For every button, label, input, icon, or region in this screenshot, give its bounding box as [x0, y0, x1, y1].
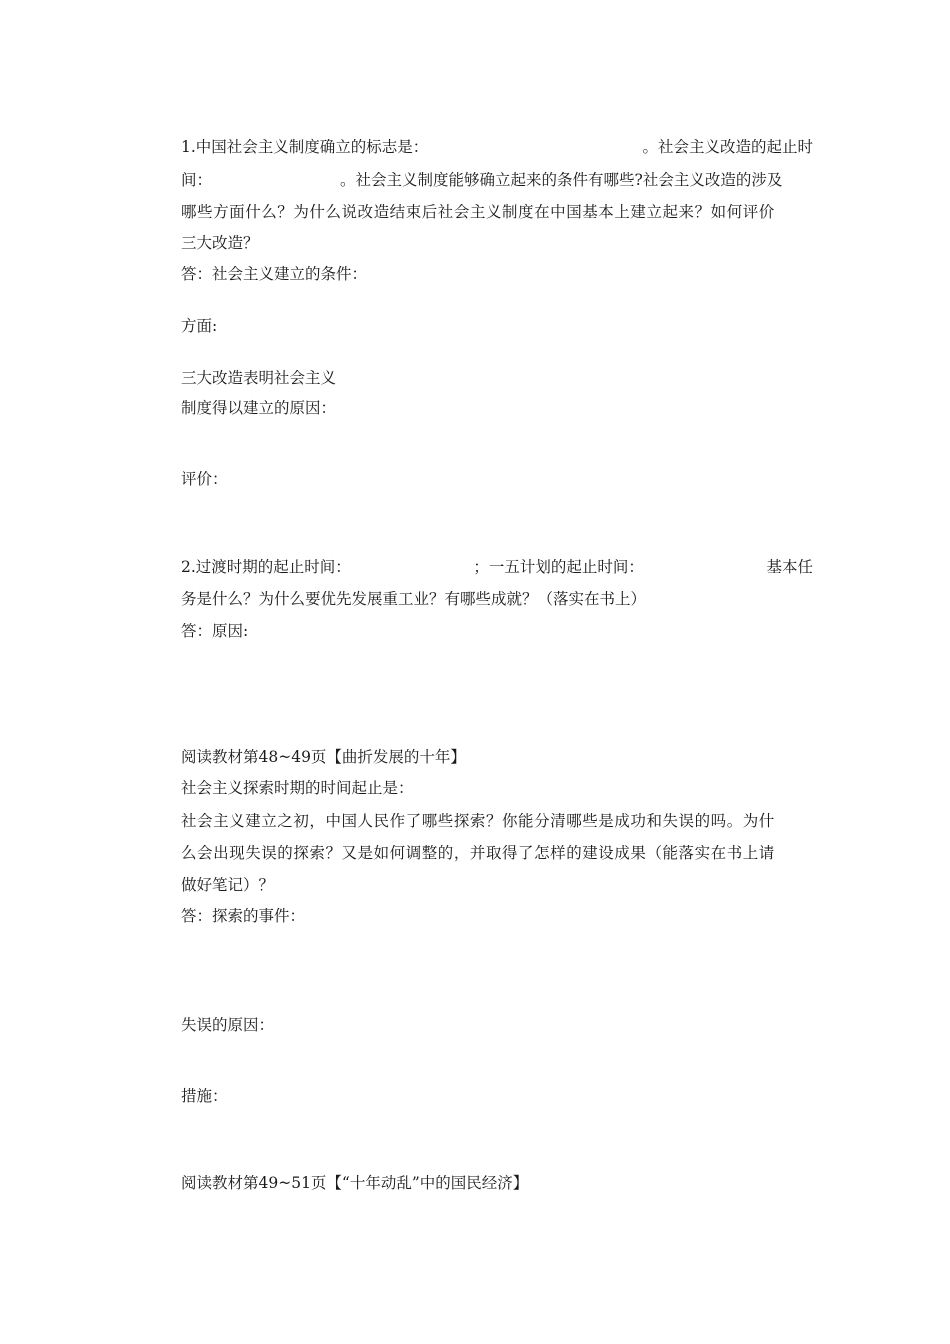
q1-line-1-continuation: 。社会主义改造的起止时: [642, 138, 813, 156]
reading2-title: 阅读教材第49~51页【“十年动乱”中的国民经济】: [181, 1174, 529, 1192]
q1-line-1: [181, 137, 813, 157]
reading1-answer-events: 答：探索的事件：: [181, 907, 306, 925]
q1-line-4: 三大改造？: [181, 234, 259, 252]
q1-line-2-continuation: 。社会主义制度能够确立起来的条件有哪些?社会主义改造的涉及: [340, 171, 783, 189]
reading1-mistake-causes: 失误的原因：: [181, 1016, 275, 1034]
q1-line-2-prompt: 间：: [181, 171, 213, 189]
reading1-title: 阅读教材第48~49页【曲折发展的十年】: [181, 748, 466, 766]
q1-line-2: [181, 170, 813, 190]
reading1-period: 社会主义探索时期的时间起止是：: [181, 779, 414, 797]
q2-answer: 答：原因:: [181, 622, 249, 640]
q2-line-1-prompt: 2.过渡时期的起止时间：: [181, 558, 351, 576]
q2-line-1-end: 基本任: [766, 558, 813, 576]
q1-reason-line-1: 三大改造表明社会主义: [181, 369, 337, 387]
reading1-question-line-3: 做好笔记）？: [181, 876, 275, 894]
q2-line-1-second-prompt: ；一五计划的起止时间：: [473, 558, 644, 576]
q1-line-3: 哪些方面什么？为什么说改造结束后社会主义制度在中国基本上建立起来？如何评价: [181, 203, 775, 221]
q2-line-1: [181, 557, 813, 577]
reading1-question-line-2: 么会出现失误的探索？又是如何调整的，并取得了怎样的建设成果（能落实在书上请: [181, 844, 775, 862]
q1-line-1-prompt: 1.中国社会主义制度确立的标志是：: [181, 138, 429, 156]
q1-evaluation: 评价：: [181, 470, 228, 488]
q1-reason-line-2: 制度得以建立的原因：: [181, 399, 337, 417]
q2-line-2: 务是什么？为什么要优先发展重工业？有哪些成就？（落实在书上）: [181, 590, 647, 608]
q1-aspects: 方面:: [181, 317, 218, 335]
reading1-question-line-1: 社会主义建立之初，中国人民作了哪些探索？你能分清哪些是成功和失误的吗。为什: [181, 812, 775, 830]
q1-answer-conditions: 答：社会主义建立的条件：: [181, 265, 368, 283]
reading1-measures: 措施：: [181, 1087, 228, 1105]
